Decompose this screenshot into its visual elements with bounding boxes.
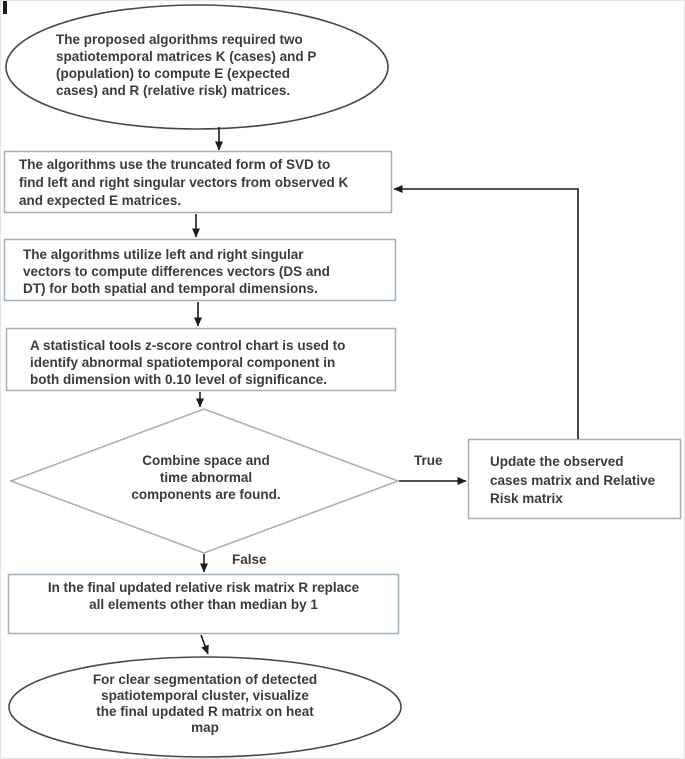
svd-text-line: and expected E matrices. [19, 193, 182, 208]
false-branch-label: False [232, 552, 267, 567]
update-text-line: cases matrix and Relative [490, 472, 656, 488]
start-node-text [56, 31, 316, 99]
corner-mark [3, 1, 7, 14]
decision-text-line: Combine space and [142, 453, 270, 468]
update-text-line: Risk matrix [490, 491, 563, 506]
end-text-line: For clear segmentation of detected [92, 672, 318, 687]
vectors-text-line: DT) for both spatial and temporal dimensions. [23, 281, 318, 296]
end-text-line: spatiotemporal cluster, visualize [101, 688, 309, 703]
feedback-line-update-to-svd [394, 189, 578, 439]
vectors-text-line: vectors to compute differences vectors (DS and [23, 264, 330, 279]
start-text-line: spatiotemporal matrices K (cases) and P [56, 49, 317, 64]
svd-node-text [19, 156, 348, 210]
replace-node-text [8, 579, 399, 613]
svd-text-line: find left and right singular vectors from observed K [19, 175, 349, 190]
start-text-line: cases) and R (relative risk) matrices. [56, 83, 291, 98]
true-branch-label: True [414, 453, 443, 468]
start-text-line: (population) to compute E (expected [56, 66, 291, 81]
zscore-text-line: both dimension with 0.10 level of significance. [30, 372, 328, 387]
update-node-text [490, 453, 655, 509]
zscore-node-text [30, 337, 345, 388]
decision-text-line: components are found. [131, 487, 281, 502]
vectors-node-text [23, 246, 330, 297]
start-text-line: The proposed algorithms required two [56, 32, 303, 47]
decision-node-text [86, 452, 326, 503]
replace-text-line: all elements other than median by 1 [89, 597, 318, 612]
zscore-text-line: identify abnormal spatiotemporal component in [30, 355, 336, 370]
update-text-line: Update the observed [490, 454, 624, 469]
end-node-text [55, 672, 355, 736]
replace-text-line: In the final updated relative risk matrix R replace [47, 580, 360, 595]
vectors-text-line: The algorithms utilize left and right singular [23, 247, 304, 262]
decision-text-line: time abnormal [159, 470, 253, 485]
svd-text-line: The algorithms use the truncated form of SVD to [19, 157, 331, 172]
arrow-replace-to-end [201, 635, 208, 654]
end-text-line: map [191, 720, 219, 735]
zscore-text-line: A statistical tools z-score control chart is used to [30, 338, 346, 353]
end-text-line: the final updated R matrix on heat [96, 704, 314, 719]
